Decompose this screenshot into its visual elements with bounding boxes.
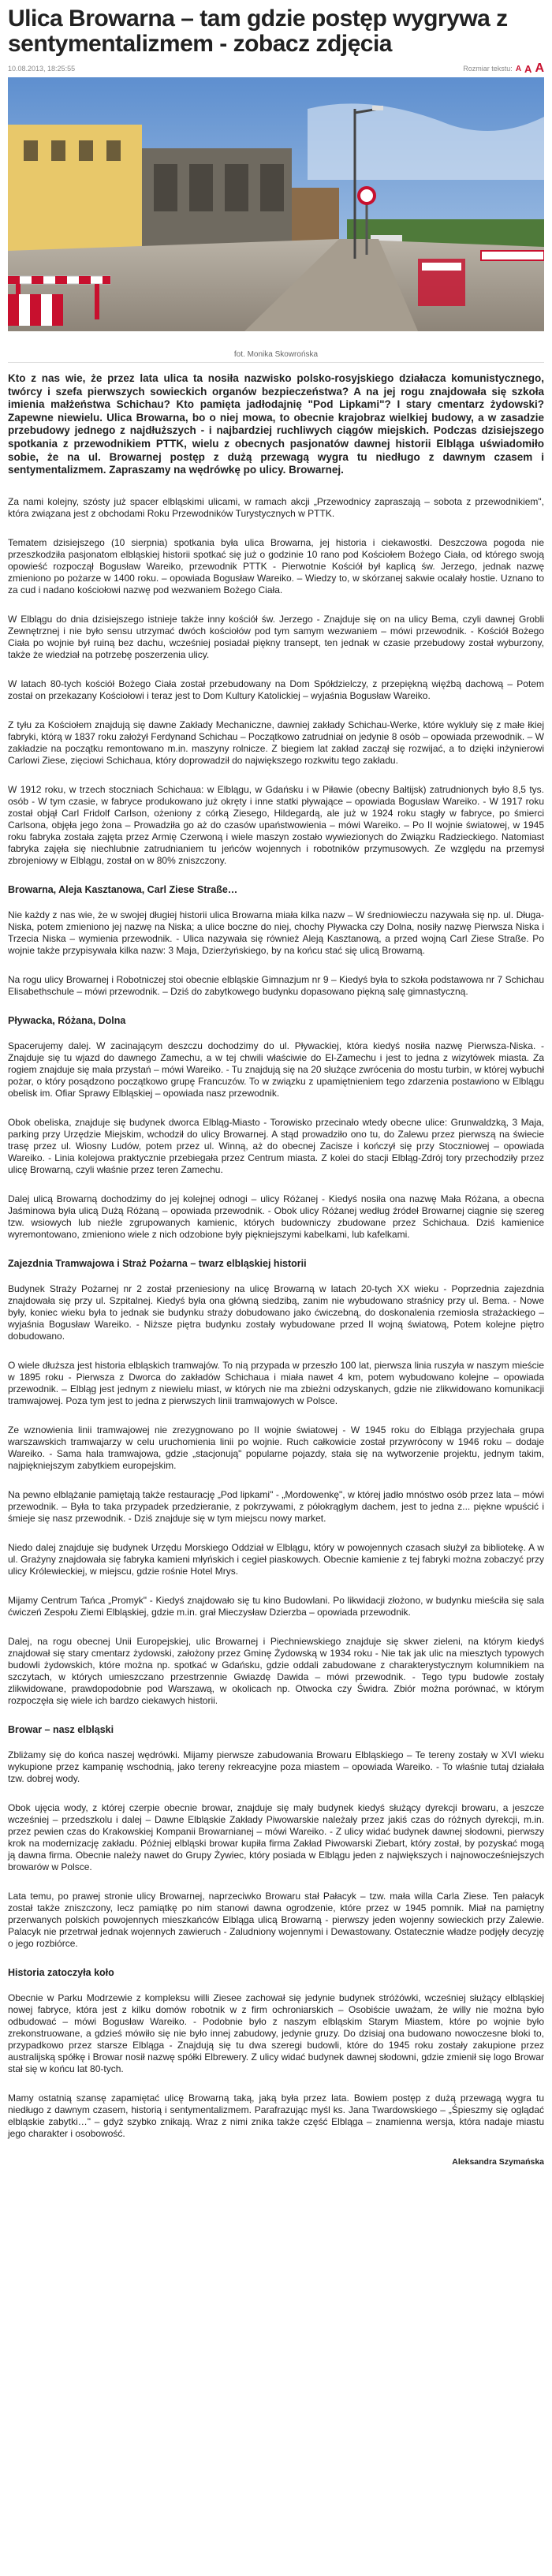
article-date: 10.08.2013, 18:25:55 xyxy=(8,65,76,73)
photo-caption: fot. Monika Skowrońska xyxy=(8,347,544,363)
section-heading: Browarna, Aleja Kasztanowa, Carl Ziese Straße… xyxy=(8,883,238,895)
article-title: Ulica Browarna – tam gdzie postęp wygrywa z sentymentalizmem - zobacz zdjęcia xyxy=(8,6,508,57)
paragraph: W latach 80-tych kościół Bożego Ciała został przebudowany na Dom Spółdzielczy, z przepiękną więźbą dachową – Potem został on przekazany Kościołowi i teraz jest to Dom Kultury Katolickiej – wyjaśnia Bogusław Wareiko. xyxy=(8,678,544,701)
paragraph: Dalej, na rogu obecnej Unii Europejskiej, ulic Browarnej i Piechniewskiego znajduje się skwer zieleni, na którym kiedyś znajdował się stary cmentarz żydowski, założony przez Gminę Żydowską w 1934 roku - Nie tak jak ulic na miesztych typowych budowli żydowskich, które można np. spotkać w Gdańsku, gdzie oddali zabudowane z charakterystycznym kolumnikiem na szczytach, w których umieszczano przestrzennie Gwiazdę Dawida – mówi przewodnik. - Tego typu budowle zostały zlikwidowane, prawdopodobnie pod Warszawą, w okolicach np. Otwocka czy Świdra. Zbiór można porównać, w którym rozpoczęła się wiele ich bardzo ciekawych historii. xyxy=(8,1635,544,1706)
article-lead: Kto z nas wie, że przez lata ulica ta nosiła nazwisko polsko-rosyjskiego działacza komunistycznego, twórcy i szefa pierwszych sowieckich organów bezpieczeństwa? A na jej rogu znajdowała się szkoła imienia małżeństwa Schichau? Kto pamięta jadłodajnię "Pod Lipkami"? I stary cmentarz żydowski? Zapewne niewielu. Ulica Browarna, bo o niej mowa, to obecnie krajobraz wielkiej budowy, a w zasadzie przebudowy jednego z najdłuższych - i najbardziej ruchliwych ciągów miejskich. Podczas dzisiejszego spotkania z przewodnikiem PTTK, wielu z obecnych pasjonatów dawnej historii Elbląga uświadomiło sobie, że na ul. Browarnej postęp z dużą przewagą wygra tu niedługo z dawnym czasem i sentymentalizmem. Zapraszamy na wędrówkę po ulicy. Browarnej. xyxy=(8,372,544,476)
section-brewery xyxy=(8,1724,544,1950)
section-heading: Historia zatoczyła koło xyxy=(8,1966,114,1978)
paragraph: Z tyłu za Kościołem znajdują się dawne Zakłady Mechaniczne, dawniej zakłady Schichau-Werke, które wykluły się z małe łkiej fabryki, którą w 1837 roku założył Ferdynand Schichau – Początkowo zatrudniał on jedynie 8 osób – opowiada przewodnik. – W zakładzie na początku remontowano m.in. maszyny rolnicze. Z biegiem lat zakład zaczął się rozwijać, a to dzięki inżynierowi Carlowi Ziese, zięciowi Schichaua, który doprowadził do największego rozkwitu tego zakładu. xyxy=(8,719,544,766)
section-tram-depot xyxy=(8,1258,544,1707)
paragraph: Mamy ostatnią szansę zapamiętać ulicę Browarną taką, jaką była przez lata. Bowiem postęp z dużą przewagą wygra tu niedługo z dawnym czasem, historią i sentymentalizmem. Parafrazując myśl ks. Jana Twardowskiego – „Śpieszmy się oglądać elbląskie zabytki…" – gdyż szybko znikają. Wraz z nimi znika także część Elbląga – znamienna wersja, która nadaje miastu jego charakter i osobowość. xyxy=(8,2092,544,2139)
paragraph: O wiele dłuższa jest historia elbląskich tramwajów. To nią przypada w przeszło 100 lat, pierwsza linia ruszyła w naszym mieście w 1895 roku - Pierwsza z Dworca do zakładów Schichaua i miała nawet 4 km, potem wybudowano kolejne – opowiada przewodnik. – Elbląg jest jednym z niewielu miast, w których nie ma zbieżni odzyskanych, gdzie nie zlikwidowano komunikacji tramwajowej. Poza tym jest to jedna z pierwszych linii tramwajowych w Polsce. xyxy=(8,1359,544,1406)
section-intro xyxy=(8,496,544,867)
paragraph: Nie każdy z nas wie, że w swojej długiej historii ulica Browarna miała kilka nazw – W średniowieczu nazywała się np. ul. Długa-Niska, potem zmieniono jej nazwę na Niska; a ulice boczne do niej, chochy Pływacka czy Dolna, nosiły nazwę Pierwsza Niska i Trzecia Niska – wymienia przewodnik. - Ulica nazywała się również Aleją Kasztanową, a przed wojną Carl Ziese Straße. Po wojnie także przypisywała kilka nazw: 3 Maja, Dzierżyńskiego, by na końcu stać się ulicą Browarną. xyxy=(8,909,544,956)
paragraph: W 1912 roku, w trzech stoczniach Schichaua: w Elblągu, w Gdańsku i w Piławie (obecny Bałtijsk) zatrudnionych było 8,5 tys. osób - W tym czasie, w fabryce produkowano już okręty i inne statki pływające – opowiada Bogusław Wareiko. - W 1917 roku został objął Carl Fridolf Carlson, ożeniony z córką Ziesego, Hildegardą, ale już w 1924 roku stagły w fabryce, po śmierci Carlsona, objęła jego żona – Prowadziła go aż do czasów upaństwowienia – mówi Wareiko. – Po II wojnie światowej, w 1945 roku fabryka została zajęta przez Armię Czerwoną i wiele maszyn zostało wywiezionych do Związku Radzieckiego. Natomiast fabryka zajęła się niechlubnie zatrudnianiem tu jeńców wojennych i robotników przymusowych. Ze względu na przemysł zbrojeniowy w Elblągu, został on w 80% zniszczony. xyxy=(8,783,544,866)
article-photo xyxy=(8,77,544,331)
section-heading: Pływacka, Różana, Dolna xyxy=(8,1014,126,1026)
section-plywacka xyxy=(8,1015,544,1241)
paragraph: Tematem dzisiejszego (10 sierpnia) spotkania była ulica Browarna, jej historia i ciekawostki. Deszczowa pogoda nie przeszkodziła pasjonatom elbląskiej historii spotkać się już o godzinie 10 rano pod Kościołem Bożego Ciała, od którego swoją opowieść rozpoczął Bogusław Wareiko, przewodnik PTTK - Pierwotnie Kościół był kaplicą św. Jerzego, jednak nazwę zmieniono po pożarze w 1400 roku. – opowiada Bogusław Wareiko. – Wiedzy to, w skórzanej sakwie ocalały hostie. Uznano to za cud i nadano kościołowi nazwę pod wezwaniem Bożego Ciała. xyxy=(8,536,544,595)
font-size-label: Rozmiar tekstu: xyxy=(463,65,513,73)
street-lamp-icon xyxy=(418,259,465,306)
article-body xyxy=(8,496,544,2140)
font-size-large-button[interactable]: A xyxy=(535,62,544,75)
paragraph: Obecnie w Parku Modrzewie z kompleksu willi Ziesee zachował się jedynie budynek stróżówki, wcześniej służący elbląskiej nowej fabryce, która jest z kilku domów robotnik w z firm ochroniarskich – Osobiście uważam, że willy nie można było odbudować – mówi Bogusław Wareiko. - Podobnie było z naszym elbląskim Starym Miastem, które po wojnie było zrekonstruowane, a gdzieś mówiło się nie było innej zabudowy, jedynie gruzy. Do dzisiaj ona budowano nowoczesne bloki to, przypadkowo przez starsze Elbląga - Znajdują się tu dwa szeregi budowli, które do 1945 roku zostały zakupione przez australijską spółkę i Browar nosił nazwę spółki Elbrewery. Z ulicy widać budynek dawnej słodowni, gdzie zmienił się logo Browar stał się w końcu lat 80-tych. xyxy=(8,1992,544,2074)
font-size-controls xyxy=(463,62,544,76)
section-heading: Browar – nasz elbląski xyxy=(8,1723,114,1735)
paragraph: Mijamy Centrum Tańca „Promyk" - Kiedyś znajdowało się tu kino Budowlani. Po likwidacji złożono, w budynku mieściła się sala ćwiczeń Zespołu Ziemi Elbląskiej, gdzie m.in. grał Mieczysław Dzierzba – opowiada przewodnik. xyxy=(8,1594,544,1618)
paragraph: Spacerujemy dalej. W zacinającym deszczu dochodzimy do ul. Pływackiej, która kiedyś nosiła nazwę Pierwsza-Niska. - Znajduje się tu wjazd do dawnego Zamechu, a w tej chwili właściwie do El-Zamechu i jest to jedna z wizytówek miasta. Za rogiem znajduje się mała przystań – mówi Wareiko. - Tu znajdują się na 20 służące zwrócenia do mostu turbin, w której wybuchł pożar, o który posądzono początkowo grupę Francuzów. To w związku z upamiętnieniem tego zdarzenia postawiono w Elblągu obelisk im. Ofiar Sprawy Elbląskiej – opowiada nasz przewodnik. xyxy=(8,1040,544,1099)
article-page xyxy=(0,6,552,2167)
paragraph: Za nami kolejny, szósty już spacer elbląskimi ulicami, w ramach akcji „Przewodnicy zapraszają – sobota z przewodnikiem", która związana jest z obchodami Roku Przewodników Turystycznych w PTTK. xyxy=(8,495,544,519)
barrier-icon xyxy=(8,276,110,326)
paragraph: Ze wznowienia linii tramwajowej nie zrezygnowano po II wojnie światowej - W 1945 roku do Elbląga przyjechała grupa warszawskich tramwajarzy w celu uruchomienia linii po wojnie. Ruch całkowicie został przywrócony w 1946 roku – dodaje Wareiko. - Sama hala tramwajowa, gdzie „stacjonują" popularne pojazdy, stała się na wytworzenie projektu, jednym takim, najpiękniejszym zabytkiem europejskim. xyxy=(8,1424,544,1471)
article-author: Aleksandra Szymańska xyxy=(452,2156,544,2167)
font-size-small-button[interactable]: A xyxy=(515,64,522,73)
paragraph: Budynek Straży Pożarnej nr 2 został przeniesiony na ulicę Browarną w latach 20-tych XX wieku - Poprzednia zajezdnia znajdowała się przy ul. Szpitalnej. Kiedyś była ona główną siedzibą, zanim nie wybudowano straśnicy przy ul. Bema. - Nowe były, koniec wieku była to jednak sie budynku straży dobudowano jako ćwiczebną, do doskonalenia rzemiosła strażackiego – wyjaśnia Bogusław Wareiko. - Niższe piętra budynku zostały wybudowane przed II wojną światową, Potem kolejne piętro dobudowano. xyxy=(8,1282,544,1342)
meta-row xyxy=(8,62,544,76)
font-size-medium-button[interactable]: A xyxy=(524,62,532,75)
section-history-circle xyxy=(8,1967,544,2140)
paragraph: Lata temu, po prawej stronie ulicy Browarnej, naprzeciwko Browaru stał Pałacyk – tzw. mała willa Carla Ziese. Ten pałacyk został także zniszczony, lecz pamiątkę po nim stanowi dawna ogrodzenie, które przez w 1945 pomnik. Miał na pamiętny przerwanych polskich powojennych mieszkańców Elbląga ulicą Browarną - pierwszy jeden wojenny sowieckich przy Zalewie. Palacyk nie przetrwał jednak wojennych zawieruch - Zaludniony wojennymi i Dewastowany. Ostatecznie władze podjęły decyzję o jego rozbiórce. xyxy=(8,1890,544,1949)
street-photo-image xyxy=(8,77,544,331)
paragraph: Obok ujęcia wody, z której czerpie obecnie browar, znajduje się mały budynek kiedyś służący dyrekcji browaru, a jeszcze wcześniej – przedszkolu i dalej – Dawne Elbląskie Zakłady Piwowarskie należały przez jakiś czas do różnych dyrekcji, m.in. przez pewien czas do Krakowskiej Kompanii Browarnianej – mówi Wareiko. - Z ulicy widać budynek dawnej słodowni, pierwszy krok na modernizację zakładu. Później elbląski browar kupiła firma Zakład Piwowarski Ziebart, który został, by pozyskać mogą ją dawna firma. Obecnie należy nawet do Grupy Żywiec, który posiada w Elblągu jeden z największych i najnowocześniejszych browarów w Polsce. xyxy=(8,1801,544,1872)
section-street-names xyxy=(8,884,544,998)
paragraph: Dalej ulicą Browarną dochodzimy do jej kolejnej odnogi – ulicy Różanej - Kiedyś nosiła ona nazwę Mała Różana, a obecna Jaśminowa była ulicą Dużą Różaną – opowiada przewodnik. - Obok ulicy Różanej według źródeł Browarnej ciągnie się szereg tzw. wsiowych lub nieźle zgrupowanych kamienic, których budowniczy zbudowane przez Schichaua. Dziś kamienice wyremontowano, zmieniono wiele z nich odzobione były piękniejszymi kabelkami, lub kafelkami. xyxy=(8,1193,544,1240)
section-heading: Zajezdnia Tramwajowa i Straż Pożarna – twarz elbląskiej historii xyxy=(8,1257,307,1269)
paragraph: Zbliżamy się do końca naszej wędrówki. Mijamy pierwsze zabudowania Browaru Elbląskiego – Te tereny zostały w XVI wieku wykupione przez kampanię wschodnią, jako tereny rekreacyjne poza miastem – opowiada Wareiko. - To właśnie tutaj działała tzw. dobrej wody. xyxy=(8,1749,544,1784)
paragraph: W Elblągu do dnia dzisiejszego istnieje także inny kościół św. Jerzego - Znajduje się on na ulicy Bema, czyli dawnej Grobli Zewnętrznej i nie było sensu utrzymać dwóch kościołów pod tym samym wezwaniem – mówi przewodnik. - Kościół Bożego Ciała po wojnie był ruiną bez dachu, wcześniej posiadał piękny transept, ten jednak w czasie przebudowy został wyburzony, także że wiedział na potrzebę poszerzenia ulicy. xyxy=(8,613,544,660)
paragraph: Na pewno elblążanie pamiętają także restaurację „Pod lipkami" - „Mordowenkę", w której jadło mnóstwo osób przez lata – mówi przewodnik. – Była to taka przypadek przedzieranie, z pokrzywami, z półokrągłym dachem, jest to jedna z... piękne wpuścić i śmieje się nasz przewodnik. - Dziś znajduje się w tym miejscu nowy market. xyxy=(8,1488,544,1524)
paragraph: Na rogu ulicy Browarnej i Robotniczej stoi obecnie elbląskie Gimnazjum nr 9 – Kiedyś była to szkoła podstawowa nr 7 Schichau Elisabethschule – mówi przewodnik. – Dziś do zabytkowego budynku dopasowano piękną salę gimnastyczną. xyxy=(8,973,544,997)
paragraph: Obok obeliska, znajduje się budynek dworca Elbląg-Miasto - Torowisko przecinało wtedy obecne ulice: Grunwaldzką, 3 Maja, parking przy Urzędzie Miejskim, wchodził do ulicy Browarnej. A stąd prowadziło ono tu, do Zalewu przez pierwszą na świecie trasę przez ul. Wiosny Ludów, potem przez ul. Winną, aż do obecnej Zacisze i kończył się przy Stoczniowej – opowiada Wareiko. - Linia kolejowa praktycznie przebiegała przez Centrum miasta. Z kolei do stacji Elbląg-Zdrój tory przechodziły przez ulicę Browarną, czyli właśnie przez teren Zamechu. xyxy=(8,1116,544,1175)
paragraph: Niedo dalej znajduje się budynek Urzędu Morskiego Oddział w Elblągu, który w powojennych czasach służył za bibliotekę. A w ul. Grażyny znajdowała się fabryka kamieni młyńskich i cegieł piaskowych. Obecnie kamienie z tej fabryki można zobaczyć przy ulicy Królewieckiej, w miejscu, gdzie rośnie Hotel Mrys. xyxy=(8,1541,544,1577)
